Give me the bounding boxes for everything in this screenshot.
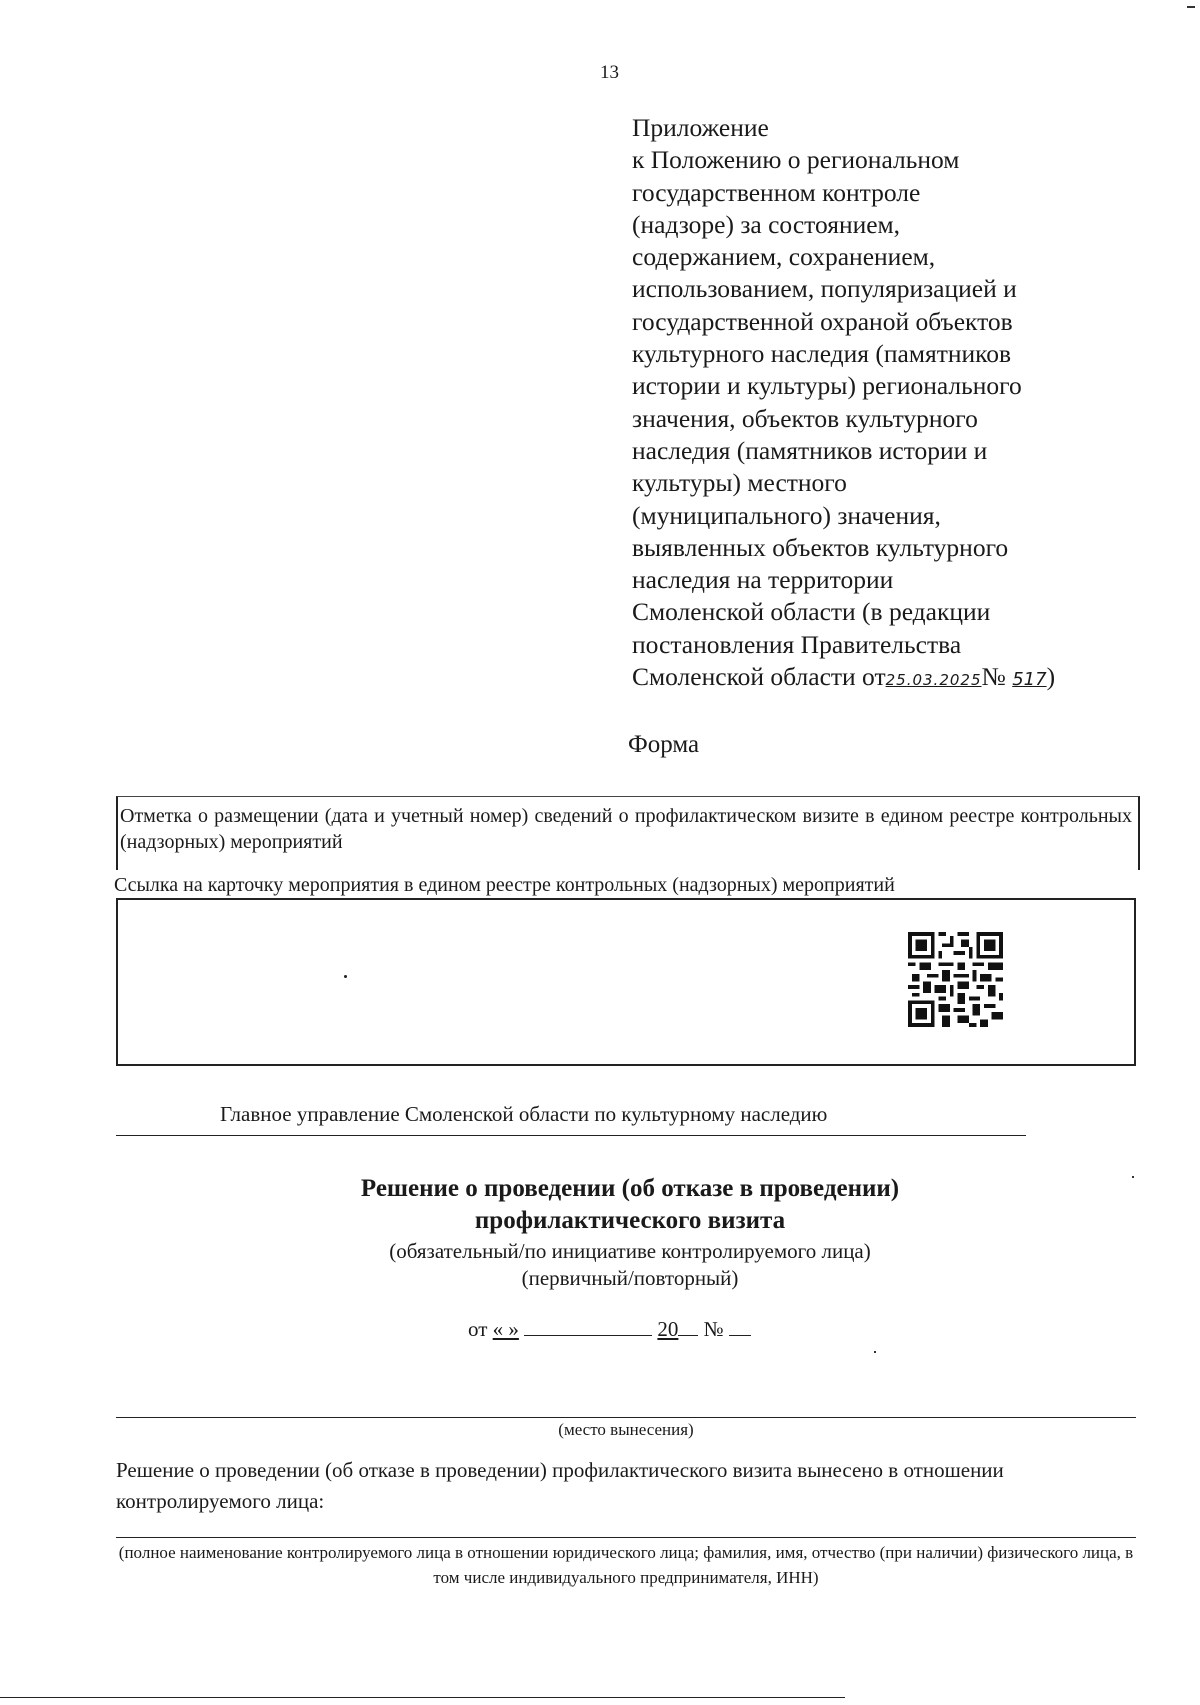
speck <box>1187 6 1195 8</box>
appendix-line: постановления Правительства <box>632 629 962 659</box>
appendix-line: государственном контроле <box>632 177 921 207</box>
registry-note-text: Отметка о размещении (дата и учетный номер) сведений о профилактическом визите в едином реестре контрольных (надзорных) мероприятий <box>120 805 1132 853</box>
number-blank <box>729 1317 751 1336</box>
authority-name: Главное управление Смоленской области по культурному наследию <box>220 1102 828 1126</box>
date-prefix: от <box>468 1317 488 1341</box>
closing-paren: ) <box>1046 662 1056 692</box>
place-caption: (место вынесения) <box>558 1420 694 1439</box>
page-number: 13 <box>600 62 619 83</box>
controlled-person-caption: (полное наименование контролируемого лица в отношении юридического лица; фамилия, имя, отчество (при наличии) физического лица, в том числе индивидуального предпринимателя, ИНН) <box>118 1543 1134 1587</box>
decision-subtitle-line1: (обязательный/по инициативе контролируемого лица) <box>389 1239 871 1263</box>
controlled-person-line <box>116 1537 1136 1538</box>
number-sign: № <box>703 1317 724 1341</box>
handwritten-number: 517 <box>1012 669 1047 691</box>
appendix-last-line <box>632 661 1152 696</box>
appendix-line: использованием, популяризацией и <box>632 274 1017 304</box>
authority-underline <box>116 1135 1026 1136</box>
appendix-header <box>632 112 1152 696</box>
place-line <box>116 1417 1136 1418</box>
bottom-rule <box>0 1697 845 1698</box>
decision-subtitle-line2: (первичный/повторный) <box>521 1266 739 1290</box>
appendix-line: культурного наследия (памятников <box>632 339 1012 369</box>
appendix-line: выявленных объектов культурного <box>632 532 1009 562</box>
month-blank <box>524 1317 652 1336</box>
appendix-line: наследия на территории <box>632 565 894 595</box>
year-blank <box>678 1317 698 1336</box>
registry-link-label: Ссылка на карточку мероприятия в едином реестре контрольных (надзорных) мероприятий <box>114 874 895 896</box>
appendix-line: культуры) местного <box>632 468 847 498</box>
qr-code-icon <box>908 932 1003 1027</box>
appendix-line: значения, объектов культурного <box>632 403 978 433</box>
decision-title-line2: профилактического визита <box>474 1207 786 1234</box>
body-text: Решение о проведении (об отказе в проведении) профилактического визита вынесено в отношении контролируемого лица: <box>116 1458 1004 1513</box>
appendix-line: истории и культуры) регионального <box>632 371 1022 401</box>
appendix-line: Приложение <box>632 113 769 142</box>
appendix-line: к Положению о региональном <box>632 145 960 175</box>
appendix-line: (надзоре) за состоянием, <box>632 209 901 239</box>
year-prefix: 20 <box>657 1317 679 1341</box>
form-label: Форма <box>628 731 700 758</box>
speck <box>1132 1176 1134 1178</box>
appendix-line: Смоленской области (в редакции <box>632 597 991 627</box>
appendix-line-prefix: Смоленской области от <box>632 662 886 692</box>
decision-title-line1: Решение о проведении (об отказе в проведении) <box>360 1175 900 1202</box>
appendix-line: государственной охраной объектов <box>632 306 1013 336</box>
speck <box>344 975 347 978</box>
speck <box>874 1351 876 1353</box>
handwritten-date: 25.03.2025 <box>885 671 982 690</box>
appendix-line: содержанием, сохранением, <box>632 242 936 272</box>
number-sign: № <box>981 662 1006 692</box>
date-quotes: « » <box>492 1317 519 1341</box>
appendix-line: наследия (памятников истории и <box>632 435 988 465</box>
decision-date-line <box>468 1317 751 1342</box>
appendix-line: (муниципального) значения, <box>632 500 941 530</box>
